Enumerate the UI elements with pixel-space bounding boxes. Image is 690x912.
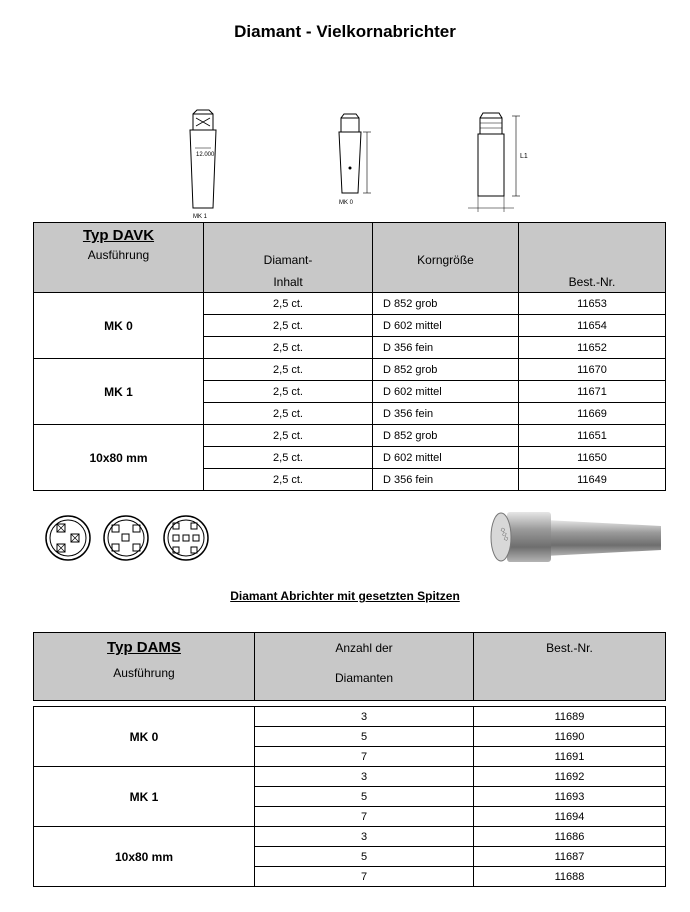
cell-nr: 11690 bbox=[474, 727, 666, 747]
cell-nr: 11691 bbox=[474, 747, 666, 767]
header2-anzahl: Anzahl der bbox=[335, 641, 393, 655]
table-dams-header bbox=[34, 633, 666, 701]
cell-anzahl: 3 bbox=[255, 827, 474, 847]
cell-korn: D 602 mittel bbox=[373, 315, 519, 337]
svg-text:◇◇◇: ◇◇◇ bbox=[498, 526, 510, 543]
table-row bbox=[34, 359, 666, 381]
cell-anzahl: 5 bbox=[255, 847, 474, 867]
cell-nr: 11693 bbox=[474, 787, 666, 807]
cell-inhalt: 2,5 ct. bbox=[204, 447, 373, 469]
group-label: 10x80 mm bbox=[34, 827, 255, 887]
cell-nr: 11650 bbox=[519, 447, 666, 469]
cell-nr: 11652 bbox=[519, 337, 666, 359]
table-davk bbox=[33, 222, 666, 491]
cell-anzahl: 7 bbox=[255, 807, 474, 827]
header2-bestnr: Best.-Nr. bbox=[546, 641, 593, 655]
group-label: 10x80 mm bbox=[34, 425, 204, 491]
technical-drawings bbox=[175, 108, 555, 220]
typ-dams-label: Typ DAMS bbox=[107, 639, 181, 656]
cell-inhalt: 2,5 ct. bbox=[204, 403, 373, 425]
three-diamonds-icon bbox=[46, 516, 90, 560]
cell-nr: 11671 bbox=[519, 381, 666, 403]
table-row bbox=[34, 425, 666, 447]
drawing-cylinder bbox=[460, 108, 555, 220]
page-title: Diamant - Vielkornabrichter bbox=[234, 22, 456, 41]
cell-inhalt: 2,5 ct. bbox=[204, 293, 373, 315]
cell-korn: D 356 fein bbox=[373, 337, 519, 359]
group-label: MK 0 bbox=[34, 707, 255, 767]
cell-nr: 11688 bbox=[474, 867, 666, 887]
drawing-l1-label: L1 bbox=[520, 153, 528, 160]
seven-diamonds-icon bbox=[164, 516, 208, 560]
table-row bbox=[34, 827, 666, 847]
drawing-mk0 bbox=[325, 108, 395, 220]
cell-nr: 11654 bbox=[519, 315, 666, 337]
cell-nr: 11649 bbox=[519, 469, 666, 491]
cell-nr: 11686 bbox=[474, 827, 666, 847]
drawing-dim-label: 12.000 bbox=[196, 152, 215, 158]
cell-korn: D 356 fein bbox=[373, 403, 519, 425]
cell-inhalt: 2,5 ct. bbox=[204, 469, 373, 491]
cell-inhalt: 2,5 ct. bbox=[204, 381, 373, 403]
table-davk-header bbox=[34, 223, 666, 293]
cell-nr: 11687 bbox=[474, 847, 666, 867]
cell-inhalt: 2,5 ct. bbox=[204, 359, 373, 381]
group-label: MK 1 bbox=[34, 767, 255, 827]
section-subtitle: Diamant Abrichter mit gesetzten Spitzen bbox=[230, 589, 460, 603]
cell-nr: 11669 bbox=[519, 403, 666, 425]
cell-korn: D 602 mittel bbox=[373, 447, 519, 469]
cell-inhalt: 2,5 ct. bbox=[204, 425, 373, 447]
cell-anzahl: 5 bbox=[255, 727, 474, 747]
dressing-tool-image bbox=[485, 498, 665, 566]
header2-ausfuehrung: Ausführung bbox=[113, 666, 175, 680]
cell-inhalt: 2,5 ct. bbox=[204, 337, 373, 359]
cell-nr: 11689 bbox=[474, 707, 666, 727]
cell-korn: D 852 grob bbox=[373, 293, 519, 315]
header2-diamanten: Diamanten bbox=[334, 671, 394, 685]
cell-anzahl: 3 bbox=[255, 767, 474, 787]
header-diamant: Diamant- bbox=[263, 253, 313, 267]
cell-anzahl: 5 bbox=[255, 787, 474, 807]
header-korngroesse: Korngröße bbox=[417, 253, 474, 267]
five-diamonds-icon bbox=[104, 516, 148, 560]
drawing-mk0-label: MK 0 bbox=[339, 200, 354, 206]
cell-nr: 11653 bbox=[519, 293, 666, 315]
cell-korn: D 852 grob bbox=[373, 425, 519, 447]
typ-davk-label: Typ DAVK bbox=[82, 227, 155, 244]
header-bestnr: Best.-Nr. bbox=[568, 275, 616, 289]
cell-korn: D 356 fein bbox=[373, 469, 519, 491]
group-label: MK 1 bbox=[34, 359, 204, 425]
group-label: MK 0 bbox=[34, 293, 204, 359]
cell-anzahl: 3 bbox=[255, 707, 474, 727]
cell-nr: 11651 bbox=[519, 425, 666, 447]
cell-korn: D 852 grob bbox=[373, 359, 519, 381]
table-row bbox=[34, 293, 666, 315]
cell-nr: 11670 bbox=[519, 359, 666, 381]
table-dams bbox=[33, 632, 666, 887]
table-row bbox=[34, 707, 666, 727]
cell-nr: 11694 bbox=[474, 807, 666, 827]
drawing-mk1-label: MK 1 bbox=[193, 214, 208, 220]
diamond-arrangement-icons bbox=[40, 510, 220, 566]
cell-anzahl: 7 bbox=[255, 867, 474, 887]
cell-inhalt: 2,5 ct. bbox=[204, 315, 373, 337]
drawing-mk1 bbox=[175, 108, 235, 220]
cell-anzahl: 7 bbox=[255, 747, 474, 767]
table-row bbox=[34, 767, 666, 787]
cell-nr: 11692 bbox=[474, 767, 666, 787]
header-ausfuehrung: Ausführung bbox=[87, 248, 150, 262]
cell-korn: D 602 mittel bbox=[373, 381, 519, 403]
header-inhalt: Inhalt bbox=[273, 275, 303, 289]
